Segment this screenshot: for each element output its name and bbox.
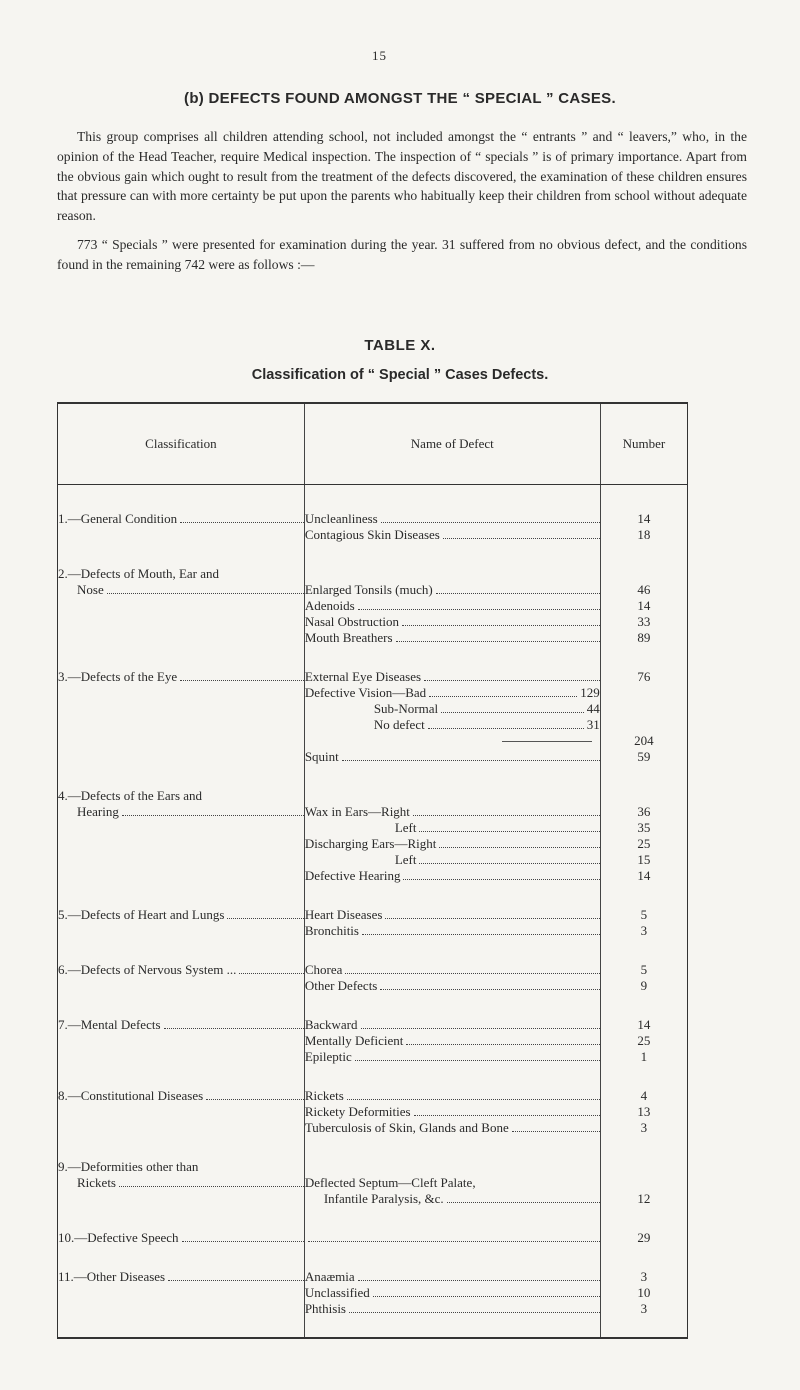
dot-leader [182,1241,304,1242]
defect-name-text: Rickets [304,1088,344,1103]
dot-leader [119,1186,304,1187]
blank-line [305,788,600,804]
classification-label-text: Rickets [77,1175,116,1190]
defect-number: 15 [637,852,651,867]
number-cell [600,994,687,1065]
dot-leader [227,918,303,919]
vision-label: Defective Vision—Bad [304,685,427,700]
blank-line [58,630,304,646]
defect-name-text: Heart Diseases [304,907,383,922]
classification-label [58,669,304,685]
blank-line [305,1159,600,1175]
defect-number: 3 [640,1120,648,1135]
dot-leader [347,1099,600,1100]
table-row [58,646,688,765]
dot-leader [403,879,599,880]
dot-leader [396,641,600,642]
blank-line [58,685,304,701]
classification-label: 9.—Deformities other than [58,1159,199,1174]
defect-name-text: Adenoids [304,598,355,613]
dot-leader [373,1296,600,1297]
defect-name: Deflected Septum—Cleft Palate, [304,1175,476,1190]
defect-name-cell [304,1065,600,1136]
defect-name [305,907,600,923]
defect-name-text: Nasal Obstruction [304,614,400,629]
defect-number: 25 [637,1033,651,1048]
defect-number: 25 [637,836,651,851]
table-row [58,485,688,544]
vision-value: 44 [586,701,600,716]
blank-line [601,566,687,582]
classification-label [58,511,304,527]
defect-name [305,868,600,884]
table-row [58,765,688,884]
classification-label-text: 6.—Defects of Nervous System ... [58,962,237,977]
classification-cell [58,1246,305,1338]
number-cell [600,1246,687,1338]
classification-cell [58,939,305,994]
dot-leader [206,1099,304,1100]
dot-leader [361,1028,600,1029]
defect-number: 5 [640,907,648,922]
table-row [58,994,688,1065]
defect-name-cell [304,543,600,646]
rule [502,741,592,749]
defect-name-text: Phthisis [304,1301,346,1316]
defect-name-text: Squint [304,749,339,764]
blank-line [58,733,304,749]
defect-name [305,1301,600,1317]
defect-name [305,978,600,994]
defect-number: 18 [637,527,651,542]
dot-leader [406,1044,599,1045]
blank-line [58,820,304,836]
dot-leader [342,760,600,761]
table-row [58,1136,688,1207]
defect-name [305,527,600,543]
classification-label [58,907,304,923]
dot-leader [424,680,600,681]
subtotal-rule [305,733,600,749]
defect-number: 14 [637,868,651,883]
blank-line [601,1159,687,1175]
blank-line [601,788,687,804]
classification-cell [58,646,305,765]
table-row [58,1246,688,1338]
classification-cell [58,765,305,884]
classification-label [58,804,304,820]
defect-name-text: Mentally Deficient [304,1033,404,1048]
defect-name [305,598,600,614]
classification-label-text: 11.—Other Diseases [58,1269,166,1284]
classification-cell [58,485,305,544]
number-cell [600,1207,687,1246]
dot-leader [443,538,600,539]
blank-line [58,978,304,994]
blank-number [601,701,687,717]
defect-name [305,962,600,978]
defect-name-text: Bronchitis [304,923,359,938]
blank-line [58,1104,304,1120]
blank-line [58,852,304,868]
blank-line [58,598,304,614]
vision-value: 31 [586,717,600,732]
defect-name-text: Enlarged Tonsils (much) [304,582,433,597]
dot-leader [385,918,599,919]
table-row [58,543,688,646]
defect-name [305,1230,600,1246]
defect-name-text: Tuberculosis of Skin, Glands and Bone [304,1120,509,1135]
vision-line [305,685,600,701]
defect-name-text: Left [394,852,417,867]
defect-name-cell [304,646,600,765]
classification-cell [58,1136,305,1207]
classification-label [58,582,304,598]
dot-leader [355,1060,600,1061]
blank-line [58,1301,304,1317]
number-cell [600,543,687,646]
vision-label: No defect [373,717,425,732]
dot-leader [381,522,600,523]
defect-name [305,852,600,868]
defect-number: 33 [637,614,651,629]
classification-label-text: 8.—Constitutional Diseases [58,1088,204,1103]
classification-label-text: 7.—Mental Defects [58,1017,161,1032]
defect-name-text: Rickety Deformities [304,1104,411,1119]
defect-number: 29 [637,1230,651,1245]
table-header-row [58,403,688,485]
classification-label-text: Hearing [77,804,119,819]
dot-leader [436,593,600,594]
blank-line [58,701,304,717]
classification-label-text: 10.—Defective Speech [58,1230,179,1245]
blank-line [58,749,304,765]
defect-name [305,836,600,852]
classification-cell [58,994,305,1065]
dot-leader [180,680,304,681]
defect-name [305,630,600,646]
header-number: Number [600,403,687,485]
defect-number: 14 [637,598,651,613]
defect-name [305,804,600,820]
defect-name [305,1120,600,1136]
defect-name-text: Contagious Skin Diseases [304,527,440,542]
defect-name-text: Anaæmia [304,1269,355,1284]
dot-leader [362,934,600,935]
vision-line [305,701,600,717]
number-cell [600,485,687,544]
dot-leader [122,815,304,816]
defect-number [601,1175,687,1191]
defect-name [305,749,600,765]
defect-name-text: Defective Hearing [304,868,401,883]
defect-number: 14 [637,1017,651,1032]
dot-leader [107,593,304,594]
classification-cell [58,1065,305,1136]
defects-table [57,402,688,1339]
dot-leader [402,625,600,626]
dot-leader [180,522,304,523]
intro-paragraph-2: 773 “ Specials ” were presented for examination during the year. 31 suffered from no obvious defect, and the conditions found in the remaining 742 were as follows :— [57,236,747,272]
dot-leader [447,1202,600,1203]
table-row [58,1065,688,1136]
classification-cell [58,543,305,646]
vision-total: 204 [634,733,654,748]
table-title: TABLE X. [364,337,436,354]
number-cell [600,646,687,765]
defect-name-text: Epileptic [304,1049,352,1064]
defect-number: 4 [640,1088,648,1103]
blank-line [58,1049,304,1065]
defect-number: 13 [637,1104,651,1119]
table-row [58,1207,688,1246]
defect-name-cell [304,939,600,994]
dot-leader [168,1280,304,1281]
dot-leader [419,831,599,832]
blank-line [305,566,600,582]
defect-name-cell [304,1246,600,1338]
blank-line [58,836,304,852]
dot-leader [358,609,600,610]
defect-name-text: Wax in Ears—Right [304,804,410,819]
defect-name-text: Mouth Breathers [304,630,393,645]
blank-line [58,1191,304,1207]
defect-name-cell [304,994,600,1065]
defect-name-text: Infantile Paralysis, &c. [323,1191,444,1206]
defect-name [305,923,600,939]
defect-name-text: Backward [304,1017,358,1032]
dot-leader [429,685,577,697]
defect-name-text: Discharging Ears—Right [304,836,437,851]
table-row [58,884,688,939]
dot-leader [441,701,584,713]
defect-name-text: Other Defects [304,978,378,993]
intro-paragraph-1: This group comprises all children attending school, not included amongst the “ entrants ” and “ leavers,” who, in the opinion of the Head Teacher, require Medical inspection. The inspection of “ specials ” is of primary importance. Apart from the obvious gain which ought to result from the treatment of the defects discovered, the examination of these children ensures that pressure can with more certainty be put upon the parents who habitually keep their children from school without adequate reason. [57,129,747,224]
dot-leader [345,973,599,974]
number-cell [600,884,687,939]
defect-name-cell [304,1136,600,1207]
blank-line [58,614,304,630]
number-cell [600,939,687,994]
classification-label-text: 3.—Defects of the Eye [58,669,178,684]
defect-number: 12 [637,1191,651,1206]
defect-name-text: Left [394,820,417,835]
classification-label-text: 1.—General Condition [58,511,178,526]
blank-line [58,1033,304,1049]
defect-name-cell [304,765,600,884]
defect-number: 9 [640,978,648,993]
classification-label [58,962,304,978]
dot-leader [164,1028,304,1029]
table-body [58,485,688,1339]
table-row [58,939,688,994]
defect-name-text: External Eye Diseases [304,669,422,684]
section-heading: (b) DEFECTS FOUND AMONGST THE “ SPECIAL ” CASES. [184,90,616,107]
defect-number: 3 [640,1269,648,1284]
defect-name [305,511,600,527]
page-number: 15 [372,48,387,63]
classification-label [58,1230,304,1246]
defect-number: 76 [637,669,651,684]
number-cell [600,1065,687,1136]
defect-number: 3 [640,1301,648,1316]
dot-leader [413,815,600,816]
blank-line [58,1120,304,1136]
defect-number: 1 [640,1049,648,1064]
defect-name-text: Unclassified [304,1285,370,1300]
dot-leader [349,1312,600,1313]
defect-name [305,669,600,685]
dot-leader [308,1241,600,1242]
defect-number: 59 [637,749,651,764]
vision-line [305,717,600,733]
dot-leader [428,717,584,729]
dot-leader [380,989,599,990]
defect-name [305,614,600,630]
classification-label [58,1017,304,1033]
classification-cell [58,1207,305,1246]
number-cell [600,1136,687,1207]
classification-label [58,1088,304,1104]
defect-number: 36 [637,804,651,819]
vision-value: 129 [580,685,600,700]
dot-leader [439,847,599,848]
header-name-of-defect: Name of Defect [304,403,600,485]
dot-leader [512,1131,600,1132]
defect-name-cell [304,884,600,939]
defect-name-text: Chorea [304,962,343,977]
classification-cell [58,884,305,939]
blank-line [58,717,304,733]
defect-name-text: Uncleanliness [304,511,378,526]
header-classification: Classification [58,403,305,485]
classification-label: 4.—Defects of the Ears and [58,788,203,803]
vision-label: Sub-Normal [373,701,439,716]
defect-number: 10 [637,1285,651,1300]
defect-name [305,1285,600,1301]
dot-leader [239,973,303,974]
defect-number: 35 [637,820,651,835]
defect-name [305,1269,600,1285]
blank-line [58,1285,304,1301]
blank-line [58,868,304,884]
blank-number [601,685,687,701]
defect-number: 46 [637,582,651,597]
blank-line [58,923,304,939]
classification-label-text: Nose [77,582,104,597]
intro-text [57,127,747,275]
defect-name [305,1191,600,1207]
defect-name [305,1049,600,1065]
defect-name [305,1017,600,1033]
dot-leader [358,1280,600,1281]
defect-name-cell [304,485,600,544]
defect-number: 89 [637,630,651,645]
dot-leader [419,863,599,864]
number-cell [600,765,687,884]
defect-name [305,1088,600,1104]
table-subtitle: Classification of “ Special ” Cases Defects. [251,367,549,383]
classification-label-text: 5.—Defects of Heart and Lungs [58,907,225,922]
classification-label [58,1269,304,1285]
dot-leader [414,1115,600,1116]
defect-name [305,1104,600,1120]
defect-name [305,1033,600,1049]
classification-label: 2.—Defects of Mouth, Ear and [58,566,220,581]
blank-number [601,717,687,733]
defect-number: 5 [640,962,648,977]
defect-name [305,582,600,598]
defect-number: 14 [637,511,651,526]
defect-name-cell [304,1207,600,1246]
defect-name [305,820,600,836]
blank-line [58,527,304,543]
defect-number: 3 [640,923,648,938]
classification-label [58,1175,304,1191]
